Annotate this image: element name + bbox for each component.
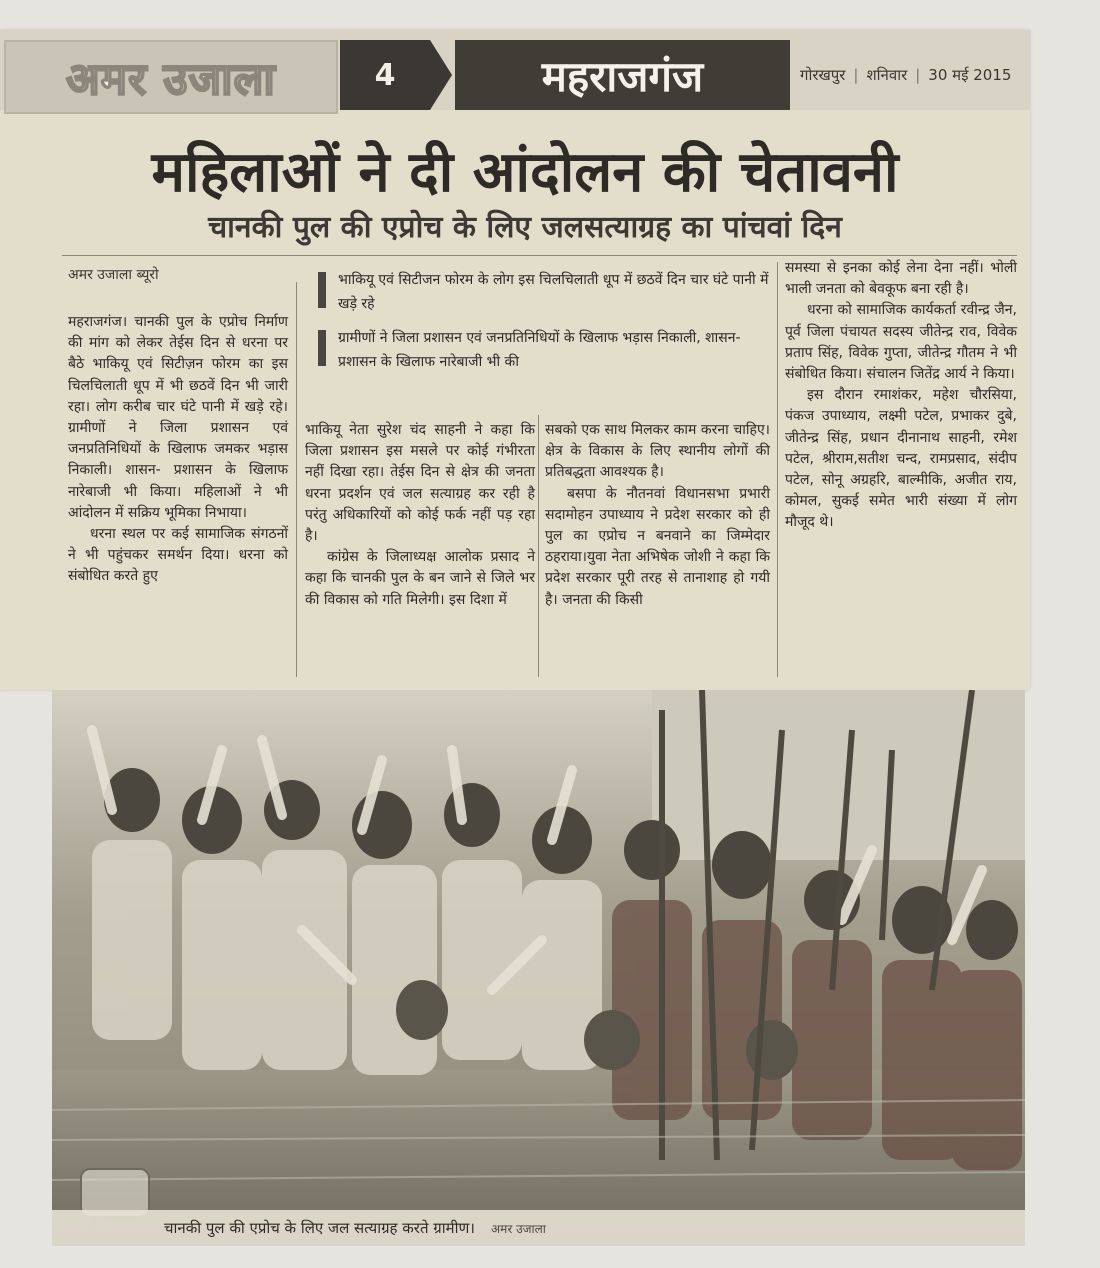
- article-column-3: [545, 420, 770, 611]
- byline: अमर उजाला ब्यूरो: [68, 267, 159, 283]
- caption-text: चानकी पुल की एप्रोच के लिए जल सत्याग्रह करते ग्रामीण।: [164, 1219, 475, 1237]
- article-highlights: [310, 268, 770, 384]
- crowd-in-water-illustration: [52, 690, 1025, 1246]
- dateline-separator: |: [853, 66, 859, 84]
- arrow-right-icon: [430, 40, 452, 110]
- district-banner: [455, 40, 790, 110]
- highlight-item: भाकियू एवं सिटीजन फोरम के लोग इस चिलचिलाती धूप में छठवें दिन चार घंटे पानी में खड़े रहे: [310, 268, 770, 316]
- article-column-2: [305, 420, 535, 611]
- article-subheadline: चानकी पुल की एप्रोच के लिए जलसत्याग्रह का पांचवां दिन: [208, 210, 842, 245]
- paragraph: बसपा के नौतनवां विधानसभा प्रभारी सदामोहन उपाध्याय ने प्रदेश सरकार को ही पुल का एप्रोच न बनवाने का जिम्मेदार ठहराया।युवा नेता अभिषेक जोशी ने कहा कि प्रदेश सरकार पूरी तरह से तानाशाह हो गयी है। जनता की किसी: [545, 485, 770, 608]
- article-headline: महिलाओं ने दी आंदोलन की चेतावनी: [151, 139, 899, 205]
- paragraph: इस दौरान रमाशंकर, महेश चौरसिया, पंकज उपाध्याय, लक्ष्मी पटेल, प्रभाकर दुबे, जीतेन्द्र सिंह, प्रधान दीनानाथ साहनी, रमेश पटेल, श्रीराम,सतीश चन्द, रामप्रसाद, संदीप पटेल, सोनू अग्रहरि, बाल्मीकि, अजीत राय, कोमल, सुकई समेत भारी संख्या में लोग मौजूद थे।: [785, 387, 1017, 531]
- newspaper-logo: [4, 40, 338, 114]
- dateline-day: शनिवार: [866, 66, 908, 84]
- page-number-box: [340, 40, 430, 110]
- photo-credit: अमर उजाला: [491, 1221, 546, 1236]
- paragraph: सबको एक साथ मिलकर काम करना चाहिए। क्षेत्र के विकास के लिए स्थानीय लोगों की प्रतिबद्धता आवश्यक है।: [545, 422, 770, 481]
- highlight-item: ग्रामीणों ने जिला प्रशासन एवं जनप्रतिनिधियों के खिलाफ भड़ास निकाली, शासन-प्रशासन के खिलाफ नारेबाजी भी की: [310, 326, 770, 374]
- paragraph: कांग्रेस के जिलाध्यक्ष आलोक प्रसाद ने कहा कि चानकी पुल के बन जाने से जिले भर की विकास को गति मिलेगी। इस दिशा में: [305, 549, 535, 608]
- column-divider: [538, 415, 539, 677]
- article-column-4: [785, 258, 1017, 534]
- district-name: महराजगंज: [541, 51, 704, 101]
- brand-name: अमर उजाला: [66, 54, 276, 105]
- dateline: [800, 40, 1030, 110]
- dateline-city: गोरखपुर: [800, 66, 846, 84]
- paragraph: समस्या से इनका कोई लेना देना नहीं। भोली भाली जनता को बेवकूफ बना रही है।: [785, 260, 1017, 298]
- paragraph: धरना स्थल पर कई सामाजिक संगठनों ने भी पहुंचकर समर्थन दिया। धरना को संबोधित करते हुए: [68, 526, 288, 585]
- dateline-separator: |: [915, 66, 921, 84]
- photo-caption: [52, 1210, 1025, 1246]
- paragraph: भाकियू नेता सुरेश चंद साहनी ने कहा कि जिला प्रशासन इस मसले पर कोई गंभीरता नहीं दिखा रहा। तेईस दिन से क्षेत्र की जनता धरना प्रदर्शन एवं जल सत्याग्रह कर रही है परंतु अधिकारियों को कोई फर्क नहीं पड़ रहा है।: [305, 422, 535, 545]
- divider: [62, 255, 1017, 256]
- paragraph: धरना को सामाजिक कार्यकर्ता रवीन्द्र जैन, पूर्व जिला पंचायत सदस्य जीतेन्द्र राव, विवेक प्रताप सिंह, विवेक गुप्ता, जीतेन्द्र गौतम ने भी संबोधित किया। संचालन जितेंद्र आर्य ने किया।: [785, 302, 1017, 383]
- dateline-date: 30 मई 2015: [928, 66, 1012, 84]
- news-photo: [52, 690, 1025, 1246]
- paragraph: महराजगंज। चानकी पुल के एप्रोच निर्माण की मांग को लेकर तेईस दिन से धरना पर बैठे भाकियू एवं सिटीज़न फोरम का इस चिलचिलाती धूप में भी छठवें दिन भी जारी रहा। लोग करीब चार घंटे पानी में खड़े रहे। ग्रामीणों ने जिला प्रशासन एवं जनप्रतिनिधियों के खिलाफ जमकर भड़ास निकाली। शासन- प्रशासन के खिलाफ नारेबाजी भी किया। महिलाओं ने भी आंदोलन में सक्रिय भूमिका निभाया।: [68, 314, 288, 521]
- page-number: 4: [374, 57, 396, 93]
- column-divider: [777, 262, 778, 677]
- column-divider: [296, 282, 297, 677]
- article-column-1: [68, 312, 288, 588]
